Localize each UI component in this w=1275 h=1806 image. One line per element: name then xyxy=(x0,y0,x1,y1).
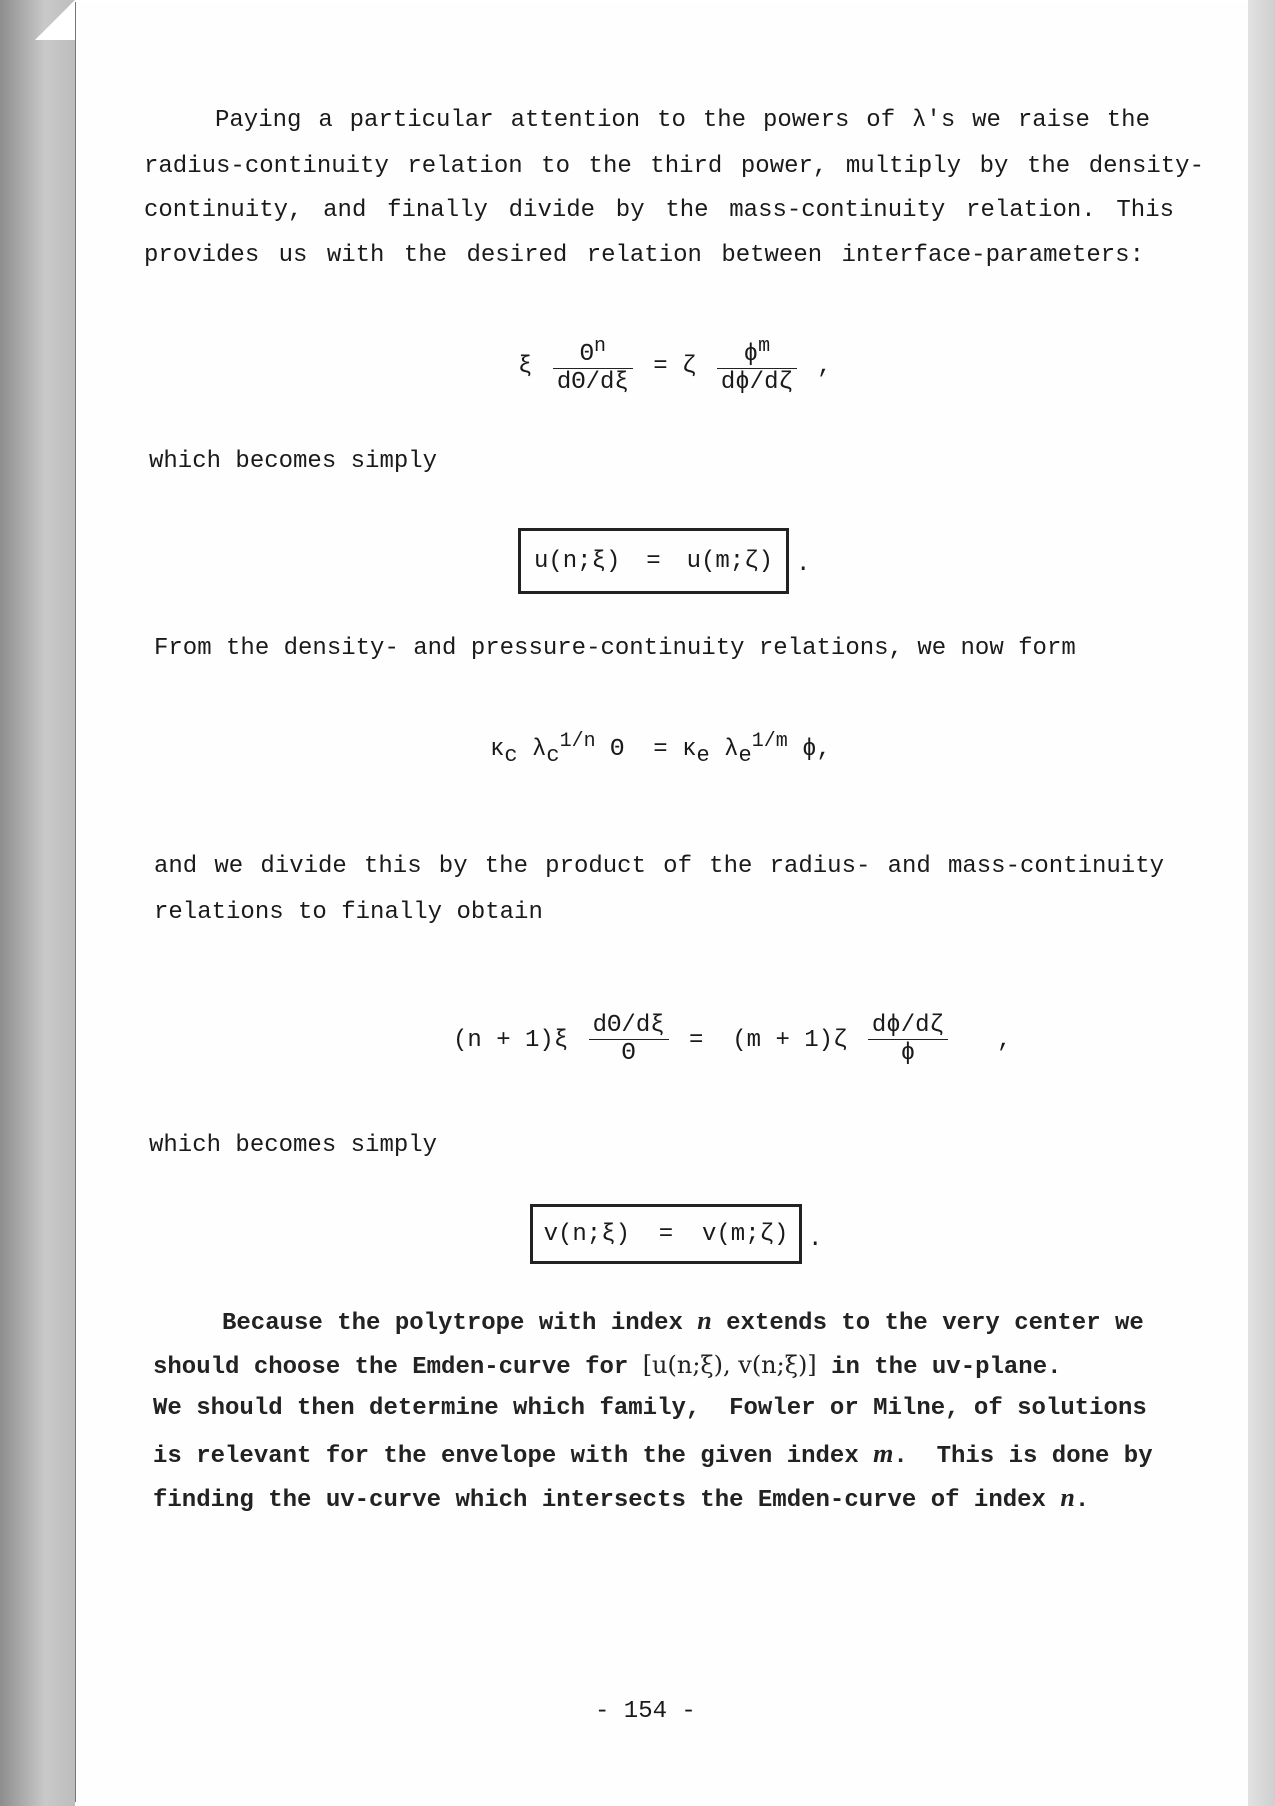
paragraph-line: provides us with the desired relation between interface-parameters: xyxy=(144,242,1144,269)
text-line: which becomes simply xyxy=(149,448,438,475)
paragraph-line: should choose the Emden-curve for [u(n;ξ), v(n;ξ)] in the uv-plane. xyxy=(153,1351,1062,1381)
equation-1: ξ $\frac{\Theta^n}{d\Theta/d\xi}$ = ζ $\frac{\phi^m}{d\phi/d\zeta}$ , xyxy=(518,335,832,396)
text-line: From the density- and pressure-continuity relations, we now form xyxy=(154,635,1076,662)
paragraph-line: radius-continuity relation to the third power, multiply by the density- xyxy=(144,153,1204,180)
page-number: - 154 - xyxy=(595,1698,696,1725)
paragraph-line: Because the polytrope with index n extends to the very center we xyxy=(222,1306,1144,1337)
period: . xyxy=(796,551,811,578)
paragraph-line: and we divide this by the product of the radius- and mass-continuity xyxy=(154,853,1164,880)
paragraph-line: Paying a particular attention to the powers of λ's we raise the xyxy=(215,107,1150,134)
paragraph-line: finding the uv-curve which intersects the Emden-curve of index n. xyxy=(153,1483,1090,1514)
boxed-equation-u: u(n;ξ) = u(m;ζ) xyxy=(518,528,789,594)
text-line: which becomes simply xyxy=(149,1132,438,1159)
paragraph-line: relations to finally obtain xyxy=(154,899,543,926)
book-edge-left xyxy=(0,0,75,1806)
equation-2: $\kappa_c$ $\lambda_c^{1/n}$ $\Theta = \kappa_e$ $\lambda_e^{1/m}$ ϕ, xyxy=(490,730,831,768)
paragraph-line: continuity, and finally divide by the mass-continuity relation. This xyxy=(144,197,1174,224)
paragraph-line: We should then determine which family, Fowler or Milne, of solutions xyxy=(153,1395,1147,1422)
equation-3: (n + 1)ξ $\frac{d\Theta/d\xi}{\Theta}$ = (m + 1)ζ $\frac{d\phi/d\zeta}{\phi}$ , xyxy=(453,1012,1012,1067)
period: . xyxy=(808,1226,823,1253)
book-edge-right xyxy=(1248,0,1275,1806)
boxed-equation-v: v(n;ξ) = v(m;ζ) xyxy=(530,1204,802,1264)
paragraph-line: is relevant for the envelope with the given index m. This is done by xyxy=(153,1439,1153,1470)
